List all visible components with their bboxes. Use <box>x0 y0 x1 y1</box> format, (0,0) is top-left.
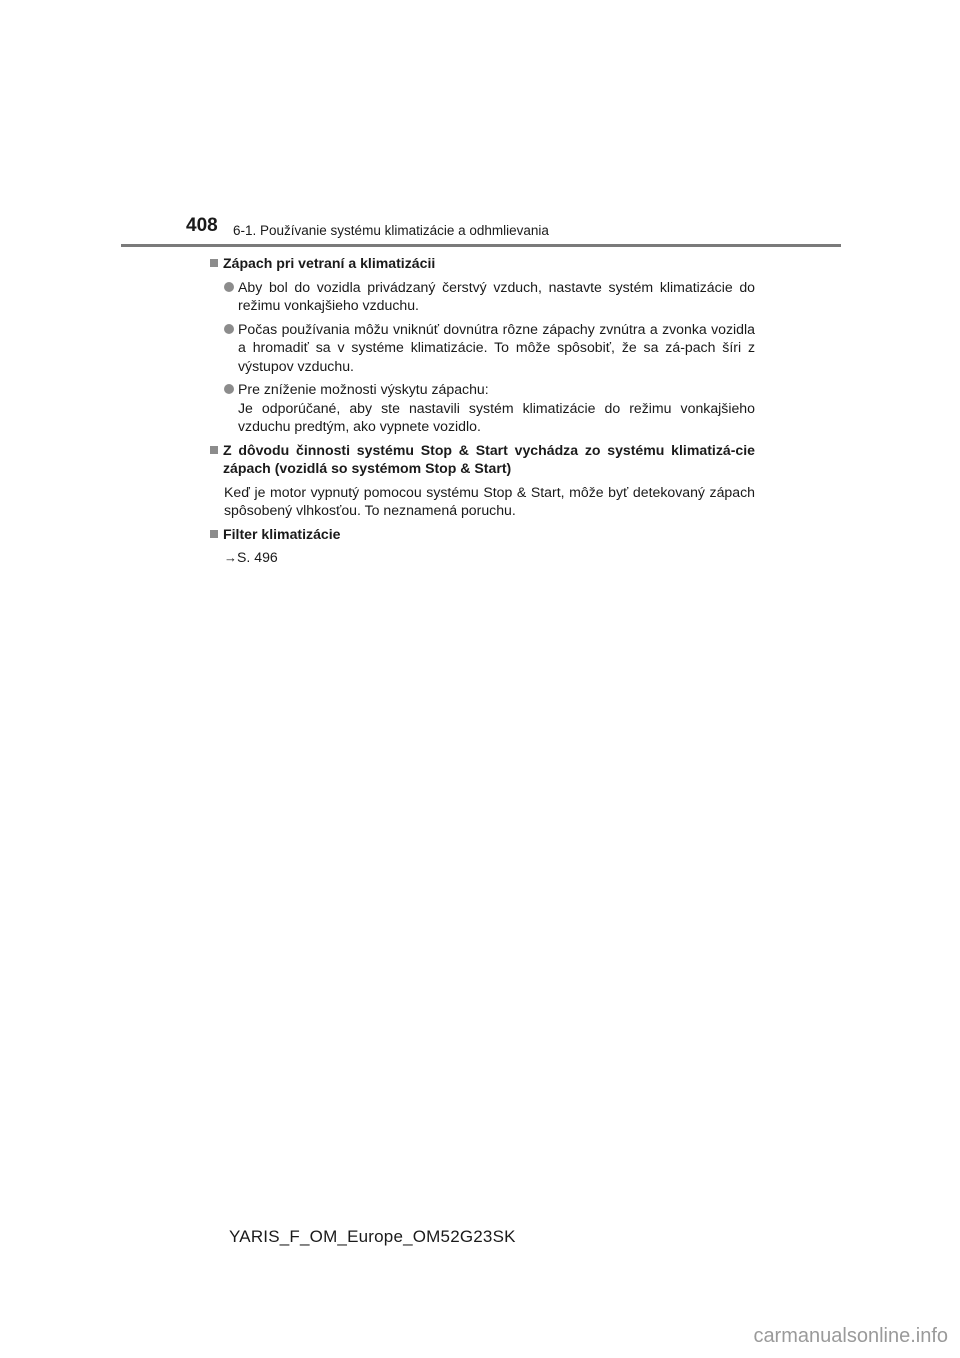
list-item-text <box>238 380 755 436</box>
section-heading-text: Filter klimatizácie <box>223 525 341 542</box>
circle-bullet-icon <box>224 282 234 292</box>
section-ac-filter <box>210 525 755 568</box>
section-odor-ventilation <box>210 254 755 436</box>
section-heading <box>210 441 755 478</box>
page-reference[interactable] <box>210 548 755 568</box>
list-item-line: Počas používania môžu vniknúť dovnútra rôzne zápachy zvnútra a zvonka vozidla a hromadiť sa v systéme klimatizácie. To môže spôsobiť, že sa zá-pach šíri z výstupov vzduchu. <box>238 320 755 374</box>
chapter-title: 6-1. Používanie systému klimatizácie a odhmlievania <box>233 223 549 238</box>
document-id-footer: YARIS_F_OM_Europe_OM52G23SK <box>229 1227 516 1246</box>
section-heading <box>210 254 755 273</box>
square-bullet-icon <box>210 259 218 267</box>
list-item <box>210 380 755 436</box>
main-content <box>210 254 755 573</box>
circle-bullet-icon <box>224 384 234 394</box>
page-number: 408 <box>186 215 218 236</box>
list-item <box>210 278 755 315</box>
page-reference-text[interactable]: S. 496 <box>237 549 278 565</box>
list-item-line: Je odporúčané, aby ste nastavili systém klimatizácie do režimu vonkajšieho vzduchu predtým, ako vypnete vozidlo. <box>238 399 755 434</box>
list-item-text <box>238 320 755 376</box>
arrow-right-icon: → <box>224 550 237 565</box>
list-item-line: Aby bol do vozidla privádzaný čerstvý vzduch, nastavte systém klimatizácie do režimu vonkajšieho vzduchu. <box>238 278 755 313</box>
watermark: carmanualsonline.info <box>753 1325 948 1347</box>
list-item-line: Pre zníženie možnosti výskytu zápachu: <box>238 381 489 397</box>
list-item-text <box>238 278 755 315</box>
header-divider <box>121 244 841 247</box>
section-heading <box>210 525 755 544</box>
square-bullet-icon <box>210 530 218 538</box>
circle-bullet-icon <box>224 324 234 334</box>
section-stop-start-odor <box>210 441 755 520</box>
section-paragraph: Keď je motor vypnutý pomocou systému Stop & Start, môže byť detekovaný zápach spôsobený vlhkosťou. To neznamená poruchu. <box>224 483 755 518</box>
section-heading-text: Zápach pri vetraní a klimatizácii <box>223 255 436 271</box>
list-item <box>210 320 755 376</box>
square-bullet-icon <box>210 446 218 454</box>
section-heading-text: Z dôvodu činnosti systému Stop & Start vychádza zo systému klimatizá-cie zápach (vozidlá so systémom Stop & Start) <box>223 441 755 476</box>
